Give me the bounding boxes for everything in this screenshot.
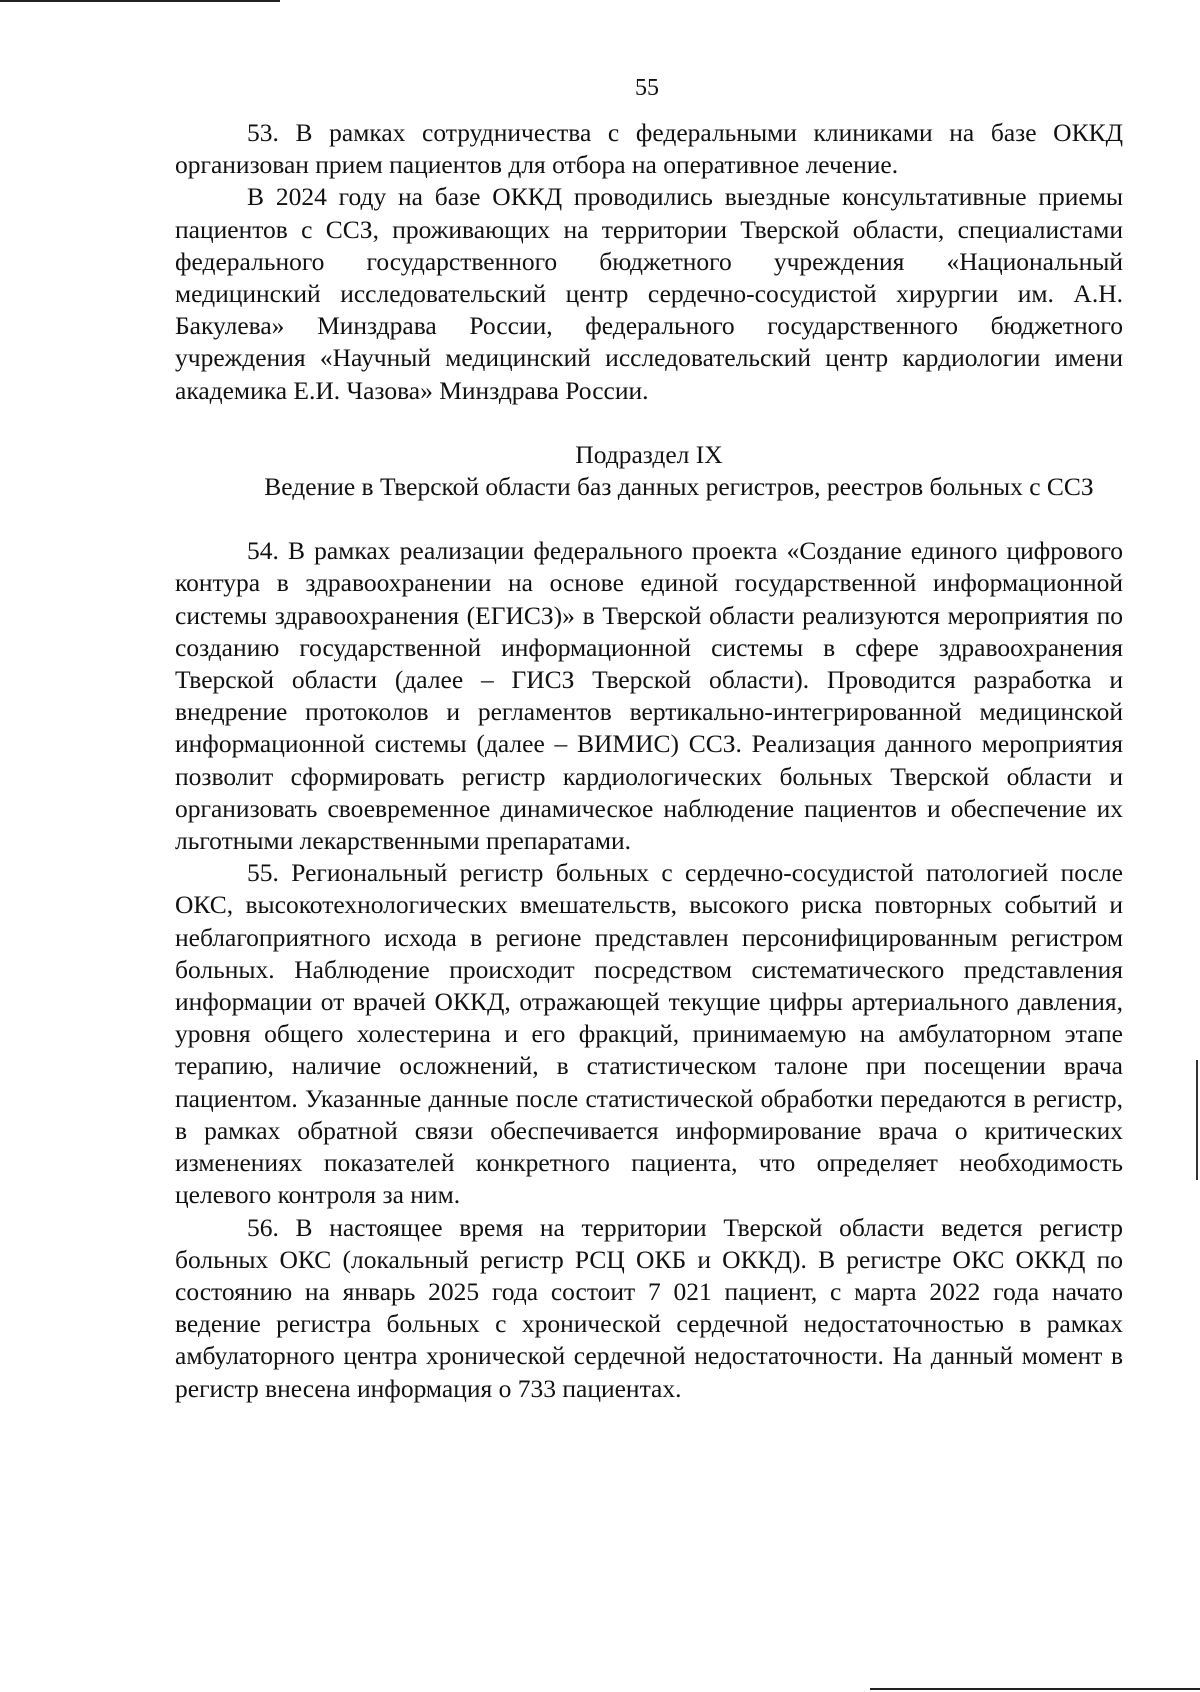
paragraph-56: 56. В настоящее время на территории Тверской области ведется регистр больных ОКС (локальный регистр РСЦ ОКБ и ОККД). В регистре ОКС ОККД по состоянию на январь 2025 года состоит 7 021 пациент, с марта 2022 года начато ведение регистра больных с хронической сердечной недостаточностью в рамках амбулаторного центра хронической сердечной недостаточности. На данный момент в регистр внесена информация о 733 пациентах. xyxy=(175,1212,1123,1403)
section-title xyxy=(175,471,1123,503)
scan-edge-top xyxy=(0,0,280,2)
scan-edge-bottom xyxy=(870,1688,1200,1690)
page-number: 55 xyxy=(635,75,659,101)
section-title-text: Ведение в Тверской области баз данных регистров, реестров больных с ССЗ xyxy=(264,472,1094,502)
paragraph-visiting-consultations: В 2024 году на базе ОККД проводились выездные консультативные приемы пациентов с ССЗ, проживающих на территории Тверской области, специалистами федерального государственного бюджетного учреждения «Национальный медицинский исследовательский центр сердечно-сосудистой хирургии им. А.Н. Бакулева» Минздрава России, федерального государственного бюджетного учреждения «Научный медицинский исследовательский центр кардиологии имени академика Е.И. Чазова» Минздрава России. xyxy=(175,182,1123,405)
section-label: Подраздел IX xyxy=(575,439,723,469)
paragraph-54: 54. В рамках реализации федерального проекта «Создание единого цифрового контура в здравоохранении на основе единой государственной информационной системы здравоохранения (ЕГИСЗ)» в Тверской области реализуются мероприятия по созданию государственной информационной системы в сфере здравоохранения Тверской области (далее – ГИСЗ Тверской области). Проводится разработка и внедрение протоколов и регламентов вертикально-интегрированной медицинской информационной системы (далее – ВИМИС) ССЗ. Реализация данного мероприятия позволит сформировать регистр кардиологических больных Тверской области и организовать своевременное динамическое наблюдение пациентов и обеспечение их льготными лекарственными препаратами. xyxy=(175,536,1123,856)
paragraph-53: 53. В рамках сотрудничества с федеральными клиниками на базе ОККД организован прием пациентов для отбора на оперативное лечение. xyxy=(175,118,1123,180)
scan-edge-right xyxy=(1196,1060,1198,1180)
paragraph-55: 55. Региональный регистр больных с сердечно-сосудистой патологией после ОКС, высокотехнологических вмешательств, высокого риска повторных событий и неблагоприятного исхода в регионе представлен персонифицированным регистром больных. Наблюдение происходит посредством систематического представления информации от врачей ОККД, отражающей текущие цифры артериального давления, уровня общего холестерина и его фракций, принимаемую на амбулаторном этапе терапию, наличие осложнений, в статистическом талоне при посещении врача пациентом. Указанные данные после статистической обработки передаются в регистр, в рамках обратной связи обеспечивается информирование врача о критических изменениях показателей конкретного пациента, что определяет необходимость целевого контроля за ним. xyxy=(175,858,1123,1210)
document-body xyxy=(175,117,1123,1405)
